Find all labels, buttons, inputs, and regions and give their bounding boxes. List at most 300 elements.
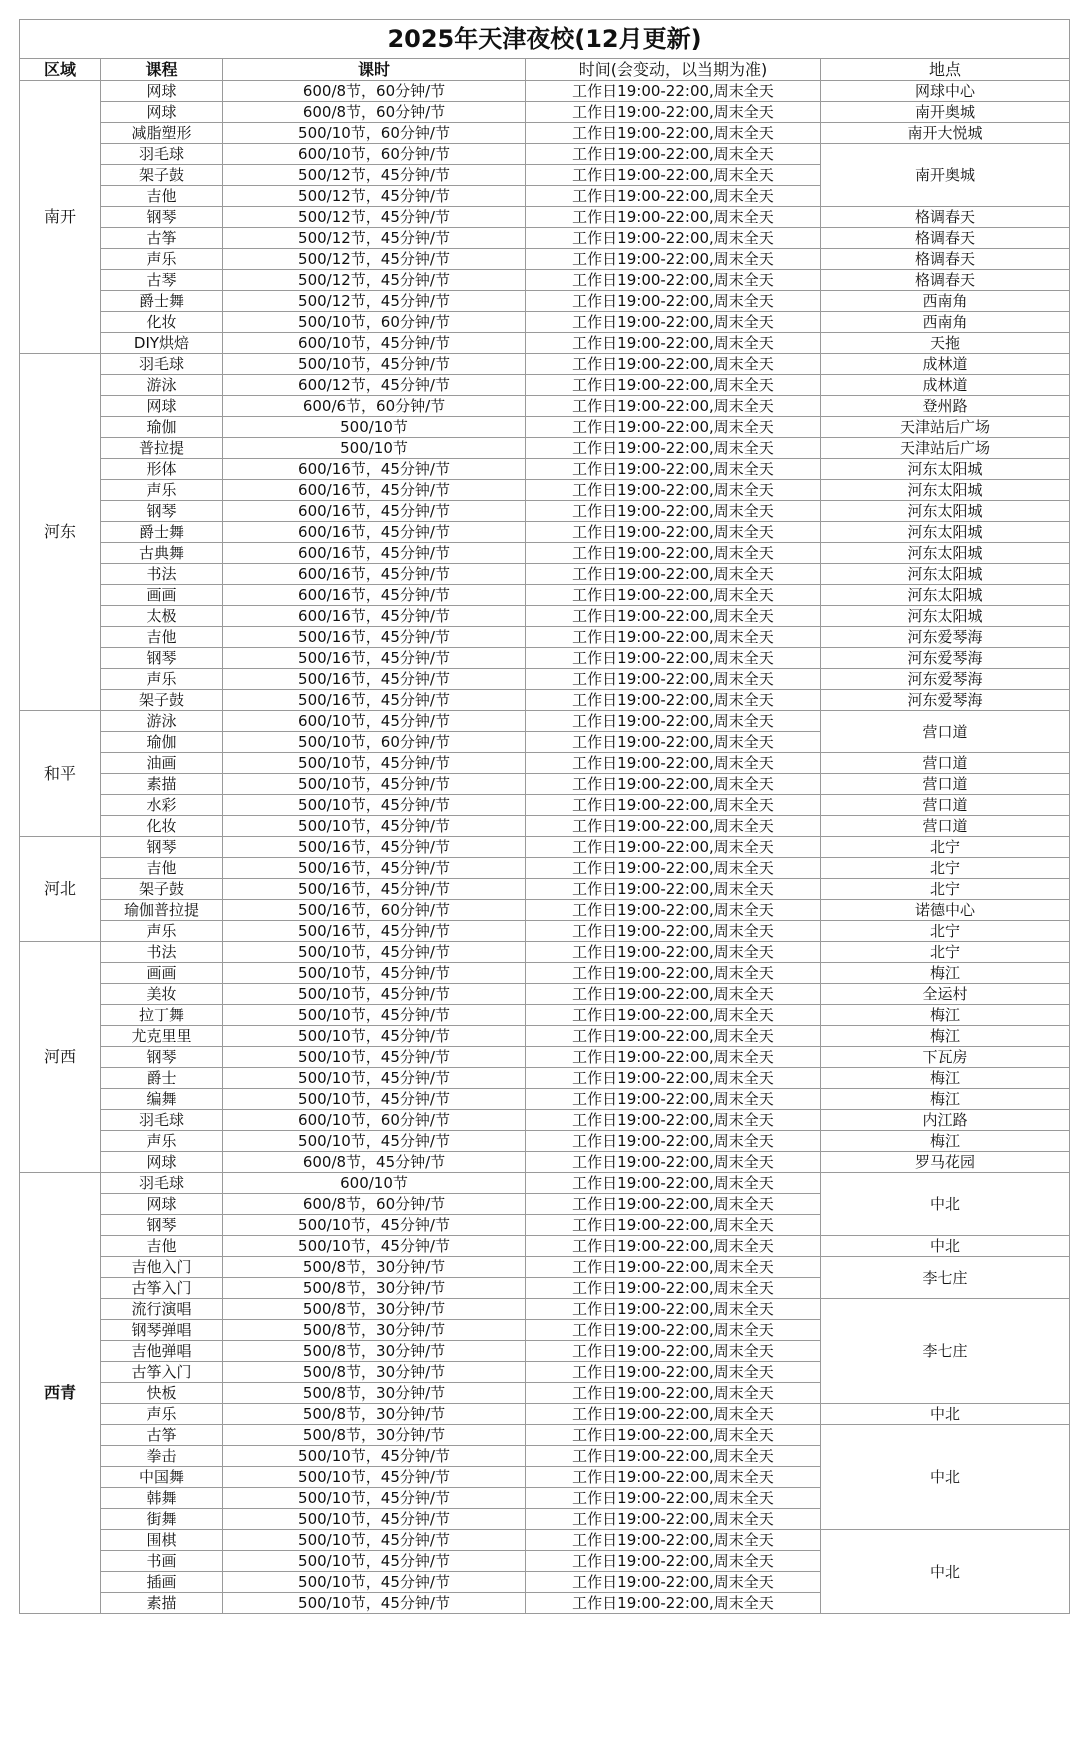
location-cell: 成林道 bbox=[821, 354, 1070, 375]
location-cell: 河东爱琴海 bbox=[821, 627, 1070, 648]
time-cell: 工作日19:00-22:00,周末全天 bbox=[526, 1173, 821, 1194]
location-cell: 登州路 bbox=[821, 396, 1070, 417]
table-row bbox=[20, 1236, 1070, 1257]
table-row bbox=[20, 375, 1070, 396]
hours-cell: 600/8节，60分钟/节 bbox=[223, 1194, 526, 1215]
course-cell: 流行演唱 bbox=[101, 1299, 223, 1320]
hours-cell: 600/10节，60分钟/节 bbox=[223, 144, 526, 165]
time-cell: 工作日19:00-22:00,周末全天 bbox=[526, 564, 821, 585]
hours-cell: 500/10节，45分钟/节 bbox=[223, 1509, 526, 1530]
hours-cell: 500/12节，45分钟/节 bbox=[223, 249, 526, 270]
course-cell: 书画 bbox=[101, 1551, 223, 1572]
course-cell: 网球 bbox=[101, 102, 223, 123]
table-row bbox=[20, 1425, 1070, 1446]
table-row bbox=[20, 984, 1070, 1005]
location-cell: 格调春天 bbox=[821, 270, 1070, 291]
hours-cell: 500/10节，45分钟/节 bbox=[223, 1530, 526, 1551]
course-cell: 吉他弹唱 bbox=[101, 1341, 223, 1362]
course-cell: 钢琴 bbox=[101, 501, 223, 522]
table-row bbox=[20, 354, 1070, 375]
table-row bbox=[20, 396, 1070, 417]
course-cell: 羽毛球 bbox=[101, 354, 223, 375]
table-row bbox=[20, 1152, 1070, 1173]
hours-cell: 600/6节，60分钟/节 bbox=[223, 396, 526, 417]
hours-cell: 500/10节，45分钟/节 bbox=[223, 753, 526, 774]
table-row bbox=[20, 1404, 1070, 1425]
course-cell: 钢琴 bbox=[101, 837, 223, 858]
table-row bbox=[20, 921, 1070, 942]
time-cell: 工作日19:00-22:00,周末全天 bbox=[526, 1509, 821, 1530]
location-cell: 梅江 bbox=[821, 1005, 1070, 1026]
hours-cell: 500/16节，45分钟/节 bbox=[223, 690, 526, 711]
time-cell: 工作日19:00-22:00,周末全天 bbox=[526, 753, 821, 774]
location-cell: 河东太阳城 bbox=[821, 459, 1070, 480]
course-cell: 瑜伽 bbox=[101, 417, 223, 438]
course-cell: 钢琴 bbox=[101, 1047, 223, 1068]
course-cell: DIY烘焙 bbox=[101, 333, 223, 354]
hours-cell: 500/10节 bbox=[223, 417, 526, 438]
course-cell: 网球 bbox=[101, 81, 223, 102]
course-cell: 油画 bbox=[101, 753, 223, 774]
hours-cell: 500/10节，45分钟/节 bbox=[223, 1488, 526, 1509]
time-cell: 工作日19:00-22:00,周末全天 bbox=[526, 438, 821, 459]
hours-cell: 500/8节，30分钟/节 bbox=[223, 1278, 526, 1299]
time-cell: 工作日19:00-22:00,周末全天 bbox=[526, 501, 821, 522]
time-cell: 工作日19:00-22:00,周末全天 bbox=[526, 585, 821, 606]
hours-cell: 500/12节，45分钟/节 bbox=[223, 165, 526, 186]
time-cell: 工作日19:00-22:00,周末全天 bbox=[526, 984, 821, 1005]
time-cell: 工作日19:00-22:00,周末全天 bbox=[526, 1131, 821, 1152]
hours-cell: 500/8节，30分钟/节 bbox=[223, 1257, 526, 1278]
location-cell: 河东太阳城 bbox=[821, 543, 1070, 564]
header-hours: 课时 bbox=[223, 59, 526, 81]
course-cell: 街舞 bbox=[101, 1509, 223, 1530]
course-cell: 素描 bbox=[101, 1593, 223, 1614]
course-cell: 中国舞 bbox=[101, 1467, 223, 1488]
time-cell: 工作日19:00-22:00,周末全天 bbox=[526, 963, 821, 984]
table-body bbox=[20, 81, 1070, 1614]
table-row bbox=[20, 1530, 1070, 1551]
location-cell: 梅江 bbox=[821, 1068, 1070, 1089]
location-cell: 河东太阳城 bbox=[821, 522, 1070, 543]
time-cell: 工作日19:00-22:00,周末全天 bbox=[526, 732, 821, 753]
time-cell: 工作日19:00-22:00,周末全天 bbox=[526, 1404, 821, 1425]
location-cell: 格调春天 bbox=[821, 207, 1070, 228]
course-cell: 韩舞 bbox=[101, 1488, 223, 1509]
table-row bbox=[20, 1299, 1070, 1320]
table-row bbox=[20, 1068, 1070, 1089]
course-cell: 爵士舞 bbox=[101, 291, 223, 312]
course-cell: 吉他 bbox=[101, 627, 223, 648]
hours-cell: 500/10节，45分钟/节 bbox=[223, 1446, 526, 1467]
time-cell: 工作日19:00-22:00,周末全天 bbox=[526, 1446, 821, 1467]
hours-cell: 600/8节，60分钟/节 bbox=[223, 81, 526, 102]
hours-cell: 600/16节，45分钟/节 bbox=[223, 522, 526, 543]
schedule-sheet bbox=[19, 19, 1069, 1614]
time-cell: 工作日19:00-22:00,周末全天 bbox=[526, 690, 821, 711]
time-cell: 工作日19:00-22:00,周末全天 bbox=[526, 1026, 821, 1047]
time-cell: 工作日19:00-22:00,周末全天 bbox=[526, 102, 821, 123]
table-row bbox=[20, 144, 1070, 165]
hours-cell: 500/8节，30分钟/节 bbox=[223, 1404, 526, 1425]
hours-cell: 500/10节，45分钟/节 bbox=[223, 942, 526, 963]
location-cell: 河东爱琴海 bbox=[821, 669, 1070, 690]
table-row bbox=[20, 81, 1070, 102]
location-cell: 网球中心 bbox=[821, 81, 1070, 102]
hours-cell: 600/16节，45分钟/节 bbox=[223, 606, 526, 627]
course-cell: 网球 bbox=[101, 1152, 223, 1173]
course-cell: 羽毛球 bbox=[101, 144, 223, 165]
course-cell: 化妆 bbox=[101, 816, 223, 837]
hours-cell: 500/10节，45分钟/节 bbox=[223, 1026, 526, 1047]
location-cell: 梅江 bbox=[821, 1026, 1070, 1047]
time-cell: 工作日19:00-22:00,周末全天 bbox=[526, 1383, 821, 1404]
location-cell: 河东太阳城 bbox=[821, 585, 1070, 606]
hours-cell: 500/8节，30分钟/节 bbox=[223, 1320, 526, 1341]
course-cell: 吉他 bbox=[101, 1236, 223, 1257]
course-cell: 声乐 bbox=[101, 1131, 223, 1152]
region-cell: 河西 bbox=[20, 942, 101, 1173]
hours-cell: 500/10节，45分钟/节 bbox=[223, 1005, 526, 1026]
table-row bbox=[20, 1257, 1070, 1278]
course-cell: 吉他入门 bbox=[101, 1257, 223, 1278]
location-cell: 中北 bbox=[821, 1236, 1070, 1257]
table-row bbox=[20, 648, 1070, 669]
table-row bbox=[20, 963, 1070, 984]
course-cell: 拉丁舞 bbox=[101, 1005, 223, 1026]
course-cell: 声乐 bbox=[101, 249, 223, 270]
hours-cell: 500/10节，45分钟/节 bbox=[223, 1551, 526, 1572]
time-cell: 工作日19:00-22:00,周末全天 bbox=[526, 354, 821, 375]
table-row bbox=[20, 438, 1070, 459]
time-cell: 工作日19:00-22:00,周末全天 bbox=[526, 1194, 821, 1215]
time-cell: 工作日19:00-22:00,周末全天 bbox=[526, 396, 821, 417]
course-cell: 吉他 bbox=[101, 186, 223, 207]
course-cell: 爵士 bbox=[101, 1068, 223, 1089]
table-row bbox=[20, 543, 1070, 564]
course-cell: 游泳 bbox=[101, 375, 223, 396]
course-cell: 钢琴 bbox=[101, 1215, 223, 1236]
time-cell: 工作日19:00-22:00,周末全天 bbox=[526, 1341, 821, 1362]
table-row bbox=[20, 1089, 1070, 1110]
location-cell: 南开奥城 bbox=[821, 102, 1070, 123]
course-cell: 架子鼓 bbox=[101, 690, 223, 711]
location-cell: 北宁 bbox=[821, 942, 1070, 963]
hours-cell: 600/8节，60分钟/节 bbox=[223, 102, 526, 123]
header-row bbox=[20, 59, 1070, 81]
time-cell: 工作日19:00-22:00,周末全天 bbox=[526, 312, 821, 333]
time-cell: 工作日19:00-22:00,周末全天 bbox=[526, 543, 821, 564]
course-cell: 游泳 bbox=[101, 711, 223, 732]
course-cell: 古琴 bbox=[101, 270, 223, 291]
time-cell: 工作日19:00-22:00,周末全天 bbox=[526, 1089, 821, 1110]
location-cell: 天津站后广场 bbox=[821, 417, 1070, 438]
table-row bbox=[20, 1047, 1070, 1068]
region-cell: 南开 bbox=[20, 81, 101, 354]
course-cell: 网球 bbox=[101, 396, 223, 417]
time-cell: 工作日19:00-22:00,周末全天 bbox=[526, 207, 821, 228]
table-row bbox=[20, 1131, 1070, 1152]
course-cell: 钢琴 bbox=[101, 207, 223, 228]
hours-cell: 500/16节，45分钟/节 bbox=[223, 648, 526, 669]
location-cell: 天津站后广场 bbox=[821, 438, 1070, 459]
time-cell: 工作日19:00-22:00,周末全天 bbox=[526, 522, 821, 543]
hours-cell: 500/10节，45分钟/节 bbox=[223, 774, 526, 795]
table-row bbox=[20, 1005, 1070, 1026]
course-cell: 减脂塑形 bbox=[101, 123, 223, 144]
hours-cell: 500/10节，45分钟/节 bbox=[223, 1089, 526, 1110]
time-cell: 工作日19:00-22:00,周末全天 bbox=[526, 1488, 821, 1509]
course-cell: 古筝入门 bbox=[101, 1278, 223, 1299]
location-cell: 北宁 bbox=[821, 921, 1070, 942]
location-cell: 西南角 bbox=[821, 312, 1070, 333]
time-cell: 工作日19:00-22:00,周末全天 bbox=[526, 900, 821, 921]
location-cell: 北宁 bbox=[821, 837, 1070, 858]
time-cell: 工作日19:00-22:00,周末全天 bbox=[526, 942, 821, 963]
time-cell: 工作日19:00-22:00,周末全天 bbox=[526, 417, 821, 438]
time-cell: 工作日19:00-22:00,周末全天 bbox=[526, 795, 821, 816]
time-cell: 工作日19:00-22:00,周末全天 bbox=[526, 648, 821, 669]
table-row bbox=[20, 207, 1070, 228]
hours-cell: 500/10节，45分钟/节 bbox=[223, 963, 526, 984]
hours-cell: 500/10节，45分钟/节 bbox=[223, 354, 526, 375]
time-cell: 工作日19:00-22:00,周末全天 bbox=[526, 1530, 821, 1551]
table-row bbox=[20, 1026, 1070, 1047]
course-cell: 拳击 bbox=[101, 1446, 223, 1467]
hours-cell: 500/10节，45分钟/节 bbox=[223, 1131, 526, 1152]
course-cell: 编舞 bbox=[101, 1089, 223, 1110]
hours-cell: 500/10节，45分钟/节 bbox=[223, 1593, 526, 1614]
course-cell: 快板 bbox=[101, 1383, 223, 1404]
time-cell: 工作日19:00-22:00,周末全天 bbox=[526, 1110, 821, 1131]
hours-cell: 500/10节，45分钟/节 bbox=[223, 1572, 526, 1593]
table-row bbox=[20, 1173, 1070, 1194]
hours-cell: 600/8节，45分钟/节 bbox=[223, 1152, 526, 1173]
table-row bbox=[20, 669, 1070, 690]
time-cell: 工作日19:00-22:00,周末全天 bbox=[526, 1467, 821, 1488]
location-cell: 南开大悦城 bbox=[821, 123, 1070, 144]
time-cell: 工作日19:00-22:00,周末全天 bbox=[526, 270, 821, 291]
header-region: 区域 bbox=[20, 59, 101, 81]
time-cell: 工作日19:00-22:00,周末全天 bbox=[526, 459, 821, 480]
hours-cell: 500/10节，45分钟/节 bbox=[223, 1236, 526, 1257]
course-cell: 画画 bbox=[101, 585, 223, 606]
course-cell: 素描 bbox=[101, 774, 223, 795]
course-table bbox=[19, 19, 1070, 1614]
course-cell: 瑜伽普拉提 bbox=[101, 900, 223, 921]
hours-cell: 500/10节，45分钟/节 bbox=[223, 1215, 526, 1236]
location-cell: 下瓦房 bbox=[821, 1047, 1070, 1068]
table-row bbox=[20, 228, 1070, 249]
course-cell: 太极 bbox=[101, 606, 223, 627]
table-row bbox=[20, 522, 1070, 543]
time-cell: 工作日19:00-22:00,周末全天 bbox=[526, 1047, 821, 1068]
hours-cell: 600/10节，45分钟/节 bbox=[223, 711, 526, 732]
table-row bbox=[20, 900, 1070, 921]
time-cell: 工作日19:00-22:00,周末全天 bbox=[526, 333, 821, 354]
hours-cell: 500/10节，45分钟/节 bbox=[223, 816, 526, 837]
table-row bbox=[20, 774, 1070, 795]
time-cell: 工作日19:00-22:00,周末全天 bbox=[526, 921, 821, 942]
location-cell: 西南角 bbox=[821, 291, 1070, 312]
hours-cell: 500/12节，45分钟/节 bbox=[223, 270, 526, 291]
location-cell: 梅江 bbox=[821, 1089, 1070, 1110]
time-cell: 工作日19:00-22:00,周末全天 bbox=[526, 1425, 821, 1446]
time-cell: 工作日19:00-22:00,周末全天 bbox=[526, 1362, 821, 1383]
course-cell: 吉他 bbox=[101, 858, 223, 879]
location-cell: 河东太阳城 bbox=[821, 480, 1070, 501]
hours-cell: 500/12节，45分钟/节 bbox=[223, 228, 526, 249]
location-cell: 格调春天 bbox=[821, 228, 1070, 249]
course-cell: 古筝入门 bbox=[101, 1362, 223, 1383]
table-row bbox=[20, 753, 1070, 774]
time-cell: 工作日19:00-22:00,周末全天 bbox=[526, 375, 821, 396]
time-cell: 工作日19:00-22:00,周末全天 bbox=[526, 1257, 821, 1278]
time-cell: 工作日19:00-22:00,周末全天 bbox=[526, 837, 821, 858]
hours-cell: 500/8节，30分钟/节 bbox=[223, 1425, 526, 1446]
location-cell: 诺德中心 bbox=[821, 900, 1070, 921]
course-cell: 架子鼓 bbox=[101, 165, 223, 186]
table-row bbox=[20, 711, 1070, 732]
table-row bbox=[20, 291, 1070, 312]
table-row bbox=[20, 564, 1070, 585]
course-cell: 书法 bbox=[101, 564, 223, 585]
table-row bbox=[20, 858, 1070, 879]
location-cell: 河东爱琴海 bbox=[821, 648, 1070, 669]
location-cell: 梅江 bbox=[821, 1131, 1070, 1152]
hours-cell: 600/16节，45分钟/节 bbox=[223, 543, 526, 564]
header-location: 地点 bbox=[821, 59, 1070, 81]
location-cell: 河东太阳城 bbox=[821, 564, 1070, 585]
location-cell: 北宁 bbox=[821, 879, 1070, 900]
course-cell: 画画 bbox=[101, 963, 223, 984]
hours-cell: 500/8节，30分钟/节 bbox=[223, 1362, 526, 1383]
table-row bbox=[20, 333, 1070, 354]
location-cell: 中北 bbox=[821, 1173, 1070, 1236]
time-cell: 工作日19:00-22:00,周末全天 bbox=[526, 774, 821, 795]
hours-cell: 500/16节，45分钟/节 bbox=[223, 669, 526, 690]
course-cell: 架子鼓 bbox=[101, 879, 223, 900]
course-cell: 围棋 bbox=[101, 1530, 223, 1551]
location-cell: 营口道 bbox=[821, 774, 1070, 795]
time-cell: 工作日19:00-22:00,周末全天 bbox=[526, 81, 821, 102]
time-cell: 工作日19:00-22:00,周末全天 bbox=[526, 1572, 821, 1593]
location-cell: 中北 bbox=[821, 1530, 1070, 1614]
hours-cell: 500/10节 bbox=[223, 438, 526, 459]
hours-cell: 500/10节，60分钟/节 bbox=[223, 312, 526, 333]
time-cell: 工作日19:00-22:00,周末全天 bbox=[526, 165, 821, 186]
time-cell: 工作日19:00-22:00,周末全天 bbox=[526, 1551, 821, 1572]
table-row bbox=[20, 312, 1070, 333]
location-cell: 梅江 bbox=[821, 963, 1070, 984]
table-row bbox=[20, 690, 1070, 711]
course-cell: 瑜伽 bbox=[101, 732, 223, 753]
location-cell: 河东太阳城 bbox=[821, 606, 1070, 627]
table-row bbox=[20, 585, 1070, 606]
hours-cell: 600/10节，60分钟/节 bbox=[223, 1110, 526, 1131]
location-cell: 格调春天 bbox=[821, 249, 1070, 270]
region-cell: 河北 bbox=[20, 837, 101, 942]
hours-cell: 600/16节，45分钟/节 bbox=[223, 501, 526, 522]
location-cell: 天拖 bbox=[821, 333, 1070, 354]
course-cell: 网球 bbox=[101, 1194, 223, 1215]
hours-cell: 600/10节，45分钟/节 bbox=[223, 333, 526, 354]
time-cell: 工作日19:00-22:00,周末全天 bbox=[526, 858, 821, 879]
page-title: 2025年天津夜校(12月更新) bbox=[20, 20, 1070, 59]
location-cell: 营口道 bbox=[821, 816, 1070, 837]
course-cell: 钢琴 bbox=[101, 648, 223, 669]
hours-cell: 500/10节，45分钟/节 bbox=[223, 984, 526, 1005]
time-cell: 工作日19:00-22:00,周末全天 bbox=[526, 711, 821, 732]
hours-cell: 500/16节，45分钟/节 bbox=[223, 921, 526, 942]
header-time: 时间(会变动，以当期为准) bbox=[526, 59, 821, 81]
hours-cell: 500/12节，45分钟/节 bbox=[223, 207, 526, 228]
time-cell: 工作日19:00-22:00,周末全天 bbox=[526, 669, 821, 690]
table-row bbox=[20, 417, 1070, 438]
hours-cell: 500/10节，45分钟/节 bbox=[223, 1047, 526, 1068]
region-cell: 河东 bbox=[20, 354, 101, 711]
location-cell: 北宁 bbox=[821, 858, 1070, 879]
location-cell: 南开奥城 bbox=[821, 144, 1070, 207]
location-cell: 河东太阳城 bbox=[821, 501, 1070, 522]
hours-cell: 600/12节，45分钟/节 bbox=[223, 375, 526, 396]
location-cell: 中北 bbox=[821, 1425, 1070, 1530]
course-cell: 古筝 bbox=[101, 228, 223, 249]
hours-cell: 500/10节，45分钟/节 bbox=[223, 795, 526, 816]
course-cell: 插画 bbox=[101, 1572, 223, 1593]
table-row bbox=[20, 501, 1070, 522]
hours-cell: 600/16节，45分钟/节 bbox=[223, 585, 526, 606]
hours-cell: 500/16节，45分钟/节 bbox=[223, 627, 526, 648]
table-row bbox=[20, 270, 1070, 291]
hours-cell: 500/10节，60分钟/节 bbox=[223, 123, 526, 144]
hours-cell: 500/8节，30分钟/节 bbox=[223, 1341, 526, 1362]
table-row bbox=[20, 942, 1070, 963]
hours-cell: 500/10节，45分钟/节 bbox=[223, 1467, 526, 1488]
course-cell: 尤克里里 bbox=[101, 1026, 223, 1047]
hours-cell: 500/8节，30分钟/节 bbox=[223, 1299, 526, 1320]
table-row bbox=[20, 459, 1070, 480]
hours-cell: 600/16节，45分钟/节 bbox=[223, 564, 526, 585]
time-cell: 工作日19:00-22:00,周末全天 bbox=[526, 1320, 821, 1341]
course-cell: 声乐 bbox=[101, 1404, 223, 1425]
table-row bbox=[20, 1110, 1070, 1131]
location-cell: 营口道 bbox=[821, 795, 1070, 816]
hours-cell: 500/12节，45分钟/节 bbox=[223, 291, 526, 312]
table-row bbox=[20, 627, 1070, 648]
time-cell: 工作日19:00-22:00,周末全天 bbox=[526, 1278, 821, 1299]
location-cell: 河东爱琴海 bbox=[821, 690, 1070, 711]
location-cell: 全运村 bbox=[821, 984, 1070, 1005]
time-cell: 工作日19:00-22:00,周末全天 bbox=[526, 1152, 821, 1173]
course-cell: 声乐 bbox=[101, 669, 223, 690]
table-row bbox=[20, 795, 1070, 816]
course-cell: 古筝 bbox=[101, 1425, 223, 1446]
time-cell: 工作日19:00-22:00,周末全天 bbox=[526, 1593, 821, 1614]
time-cell: 工作日19:00-22:00,周末全天 bbox=[526, 879, 821, 900]
time-cell: 工作日19:00-22:00,周末全天 bbox=[526, 480, 821, 501]
time-cell: 工作日19:00-22:00,周末全天 bbox=[526, 1236, 821, 1257]
location-cell: 营口道 bbox=[821, 711, 1070, 753]
hours-cell: 600/10节 bbox=[223, 1173, 526, 1194]
header-course: 课程 bbox=[101, 59, 223, 81]
course-cell: 羽毛球 bbox=[101, 1110, 223, 1131]
table-row bbox=[20, 249, 1070, 270]
course-cell: 爵士舞 bbox=[101, 522, 223, 543]
course-cell: 化妆 bbox=[101, 312, 223, 333]
table-row bbox=[20, 606, 1070, 627]
table-row bbox=[20, 123, 1070, 144]
